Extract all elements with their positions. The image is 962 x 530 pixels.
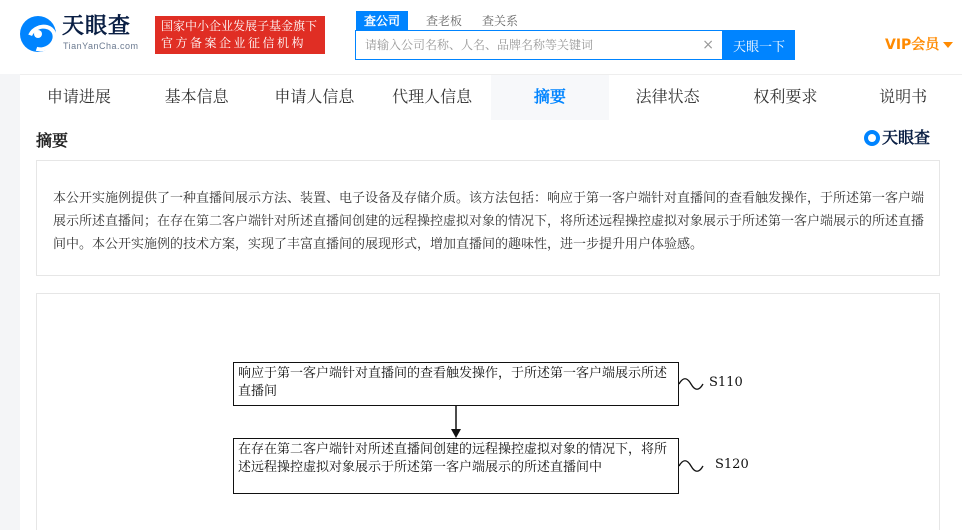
official-badge[interactable]	[155, 16, 325, 54]
search-tab-company[interactable]: 查公司	[356, 11, 408, 31]
vip-label: VIP会员	[885, 37, 940, 53]
flowchart-lines	[37, 294, 941, 530]
tab-description[interactable]: 说明书	[879, 87, 928, 106]
leader-squiggle-s120	[679, 461, 703, 472]
vip-member-menu[interactable]	[885, 34, 953, 54]
search-button[interactable]: 天眼一下	[723, 30, 795, 60]
abstract-text: 本公开实施例提供了一种直播间展示方法、装置、电子设备及存储介质。该方法包括：响应于第一客户端针对直播间的查看触发操作，于所述第一客户端展示所述直播间；在存在第二客户端针对所述直播间创建的远程操控虚拟对象的情况下，将所述远程操控虚拟对象展示于所述第一客户端展示的所述直播间中。本公开实施例的技术方案，实现了丰富直播间的展现形式，增加直播间的趣味性，进一步提升用户体验感。	[53, 191, 925, 252]
flow-step-text: 响应于第一客户端针对直播间的查看触发操作，于所述第一客户端展示所述直播间	[238, 366, 668, 399]
abstract-text-box	[36, 160, 940, 276]
top-header	[0, 0, 962, 74]
flow-step-text: 在存在第二客户端针对所述直播间创建的远程操控虚拟对象的情况下，将所述远程操控虚拟对象展示于所述第一客户端展示的所述直播间中	[238, 442, 668, 475]
tab-applicant-info[interactable]: 申请人信息	[274, 87, 355, 106]
abstract-section	[20, 120, 962, 530]
tab-claims[interactable]: 权利要求	[753, 87, 818, 106]
brand-text: 天眼查	[882, 128, 931, 147]
badge-line-1: 国家中小企业发展子基金旗下	[161, 19, 318, 33]
eye-logo-icon	[20, 16, 56, 52]
badge-line-2: 官方备案企业征信机构	[161, 36, 307, 50]
clear-icon[interactable]: ×	[702, 37, 714, 53]
tab-application-progress[interactable]: 申请进展	[46, 87, 111, 106]
search-input[interactable]	[356, 31, 696, 59]
step-label-s110: S110	[709, 375, 743, 390]
tab-agent-info[interactable]: 代理人信息	[392, 87, 473, 106]
logo-text: 天眼查	[62, 14, 132, 39]
section-title: 摘要	[36, 131, 69, 150]
logo-domain: TianYanCha.com	[63, 41, 139, 51]
caret-down-icon	[943, 42, 953, 48]
flow-step-s110	[233, 362, 679, 406]
leader-squiggle-s110	[679, 379, 703, 390]
abstract-figure	[36, 293, 940, 530]
search-tab-relation[interactable]: 查关系	[482, 14, 519, 28]
eye-logo-icon	[864, 130, 880, 146]
search-tab-boss[interactable]: 查老板	[426, 14, 463, 28]
step-label-s120: S120	[715, 457, 749, 472]
search-box	[355, 30, 723, 60]
search-type-tabs	[356, 11, 538, 31]
tianyancha-logo[interactable]	[20, 14, 144, 54]
tab-legal-status[interactable]: 法律状态	[635, 87, 700, 106]
patent-tabs	[20, 74, 962, 120]
flow-arrowhead	[451, 429, 461, 438]
tab-basic-info[interactable]: 基本信息	[164, 87, 229, 106]
flow-step-s120	[233, 438, 679, 494]
tab-abstract[interactable]: 摘要	[491, 75, 609, 120]
